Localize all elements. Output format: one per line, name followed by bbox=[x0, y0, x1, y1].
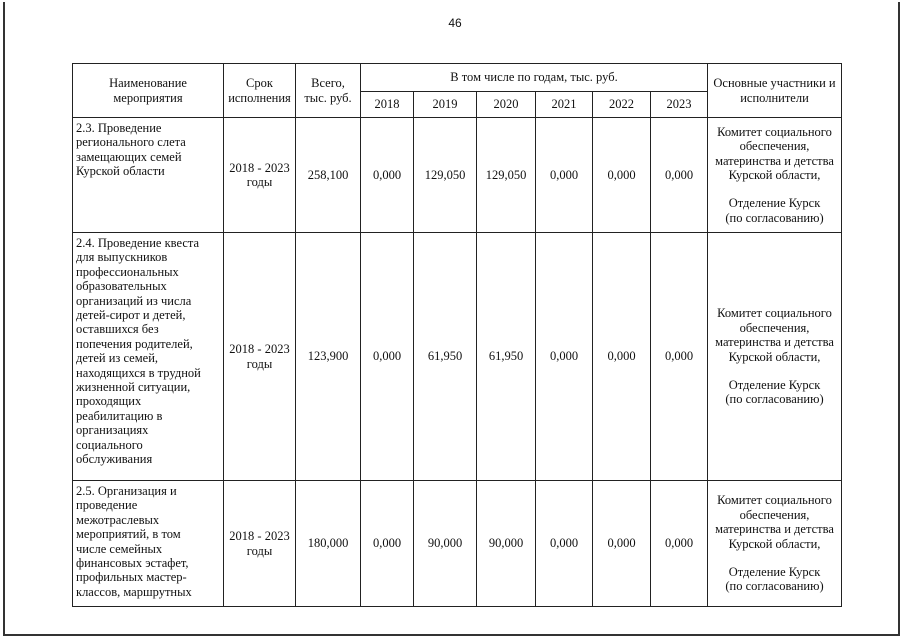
year-value: 90,000 bbox=[414, 481, 477, 607]
event-participants bbox=[708, 481, 842, 607]
table-row bbox=[73, 233, 842, 481]
year-header: 2020 bbox=[477, 92, 536, 118]
year-value: 0,000 bbox=[536, 233, 593, 481]
event-name-line: Курской области bbox=[76, 164, 165, 179]
event-name-line: социального bbox=[76, 437, 143, 452]
event-name-line: 2.5. Организация и bbox=[76, 484, 177, 498]
participants-line bbox=[708, 182, 841, 196]
participants-line: Курской области, bbox=[728, 349, 821, 364]
event-name-line: организаций из числа bbox=[76, 293, 192, 308]
event-name-line: 2.3. Проведение bbox=[76, 121, 162, 135]
year-header: 2021 bbox=[536, 92, 593, 118]
event-name-line: оставшихся без bbox=[76, 322, 159, 337]
event-name-line: образовательных bbox=[76, 279, 167, 294]
participants-line: (по согласованию) bbox=[725, 392, 824, 407]
event-name-line: находящихся в трудной bbox=[76, 365, 201, 380]
year-value: 61,950 bbox=[477, 233, 536, 481]
col-header-name bbox=[73, 64, 224, 118]
header-row-1 bbox=[73, 64, 842, 92]
event-name-line: мероприятий, в том bbox=[76, 527, 181, 542]
event-term bbox=[224, 481, 296, 607]
participants-line bbox=[708, 551, 841, 565]
year-value: 0,000 bbox=[651, 233, 708, 481]
col-header-term-line: Срок bbox=[246, 76, 273, 91]
year-header: 2018 bbox=[361, 92, 414, 118]
event-participants bbox=[708, 118, 842, 233]
event-name-line: замещающих семей bbox=[76, 149, 182, 164]
event-name-line: реабилитацию в bbox=[76, 408, 163, 423]
event-term bbox=[224, 233, 296, 481]
year-value: 0,000 bbox=[593, 481, 651, 607]
event-name-line: детей из семей, bbox=[76, 351, 159, 366]
year-value: 90,000 bbox=[477, 481, 536, 607]
event-name bbox=[73, 233, 224, 481]
participants-line: (по согласованию) bbox=[725, 210, 824, 225]
year-value: 0,000 bbox=[651, 118, 708, 233]
participants-line: Комитет социального bbox=[717, 493, 832, 508]
event-name-line: межотраслевых bbox=[76, 512, 160, 527]
participants-line: Комитет социального bbox=[717, 124, 832, 139]
event-name-line: проведение bbox=[76, 498, 138, 513]
year-value: 129,050 bbox=[477, 118, 536, 233]
year-value: 0,000 bbox=[593, 233, 651, 481]
participants-line: материнства и детства bbox=[715, 522, 834, 537]
event-term-line: годы bbox=[246, 543, 273, 558]
event-name-line: числе семейных bbox=[76, 541, 163, 556]
event-name-line: 2.4. Проведение квеста bbox=[76, 236, 200, 250]
year-value: 0,000 bbox=[361, 233, 414, 481]
participants-line: обеспечения, bbox=[739, 139, 810, 154]
event-name-line: обслуживания bbox=[76, 452, 153, 467]
participants-line: Отделение Курск bbox=[728, 377, 821, 392]
participants-line: Отделение Курск bbox=[728, 564, 821, 579]
col-header-term bbox=[224, 64, 296, 118]
event-name-line: финансовых эстафет, bbox=[76, 556, 189, 571]
year-value: 0,000 bbox=[536, 118, 593, 233]
event-participants bbox=[708, 233, 842, 481]
col-header-term-line: исполнения bbox=[228, 90, 291, 105]
event-name-line: жизненной ситуации, bbox=[76, 380, 191, 395]
event-name-line: классов, маршрутных bbox=[76, 584, 192, 599]
year-header: 2019 bbox=[414, 92, 477, 118]
participants-line: материнства и детства bbox=[715, 153, 834, 168]
event-name-line: регионального слета bbox=[76, 135, 186, 150]
table-row bbox=[73, 481, 842, 607]
year-value: 0,000 bbox=[536, 481, 593, 607]
event-term-line: годы bbox=[246, 356, 273, 371]
event-name-line: попечения родителей, bbox=[76, 336, 193, 351]
page-number: 46 bbox=[448, 16, 462, 30]
col-header-total-line: тыс. руб. bbox=[304, 90, 352, 105]
participants-line bbox=[708, 364, 841, 378]
year-value: 0,000 bbox=[361, 481, 414, 607]
event-name-line: детей-сирот и детей, bbox=[76, 308, 186, 323]
participants-line: Отделение Курск bbox=[728, 196, 821, 211]
col-header-participants bbox=[708, 64, 842, 118]
event-term-line: годы bbox=[246, 175, 273, 189]
col-header-total-line: Всего, bbox=[311, 76, 345, 91]
event-total: 180,000 bbox=[296, 481, 361, 607]
col-header-total bbox=[296, 64, 361, 118]
event-name-line: профессиональных bbox=[76, 264, 179, 279]
event-name bbox=[73, 118, 224, 233]
year-value: 0,000 bbox=[361, 118, 414, 233]
year-header: 2023 bbox=[651, 92, 708, 118]
col-header-by-years: В том числе по годам, тыс. руб. bbox=[361, 64, 708, 92]
event-name-line: для выпускников bbox=[76, 250, 168, 265]
year-value: 61,950 bbox=[414, 233, 477, 481]
participants-line: обеспечения, bbox=[739, 320, 810, 335]
event-name bbox=[73, 481, 224, 607]
table-row bbox=[73, 118, 842, 233]
event-total: 123,900 bbox=[296, 233, 361, 481]
event-term-line: 2018 - 2023 bbox=[229, 160, 290, 175]
col-header-participants-line: исполнители bbox=[740, 90, 809, 105]
col-header-participants-line: Основные участники и bbox=[713, 76, 836, 91]
event-term-line: 2018 - 2023 bbox=[229, 342, 290, 357]
participants-line: обеспечения, bbox=[739, 507, 810, 522]
event-term bbox=[224, 118, 296, 233]
participants-line: Курской области, bbox=[728, 536, 821, 551]
year-value: 129,050 bbox=[414, 118, 477, 233]
events-table bbox=[72, 63, 842, 607]
col-header-name-line: Наименование bbox=[109, 76, 187, 91]
year-header: 2022 bbox=[593, 92, 651, 118]
year-value: 0,000 bbox=[651, 481, 708, 607]
col-header-name-line: мероприятия bbox=[113, 90, 183, 105]
event-name-line: проходящих bbox=[76, 394, 142, 409]
participants-line: материнства и детства bbox=[715, 335, 834, 350]
participants-line: (по согласованию) bbox=[725, 579, 824, 594]
event-term-line: 2018 - 2023 bbox=[229, 529, 290, 544]
event-name-line: организациях bbox=[76, 423, 149, 438]
event-name-line: профильных мастер- bbox=[76, 570, 187, 585]
year-value: 0,000 bbox=[593, 118, 651, 233]
participants-line: Курской области, bbox=[728, 168, 821, 182]
participants-line: Комитет социального bbox=[717, 306, 832, 321]
event-total: 258,100 bbox=[296, 118, 361, 233]
